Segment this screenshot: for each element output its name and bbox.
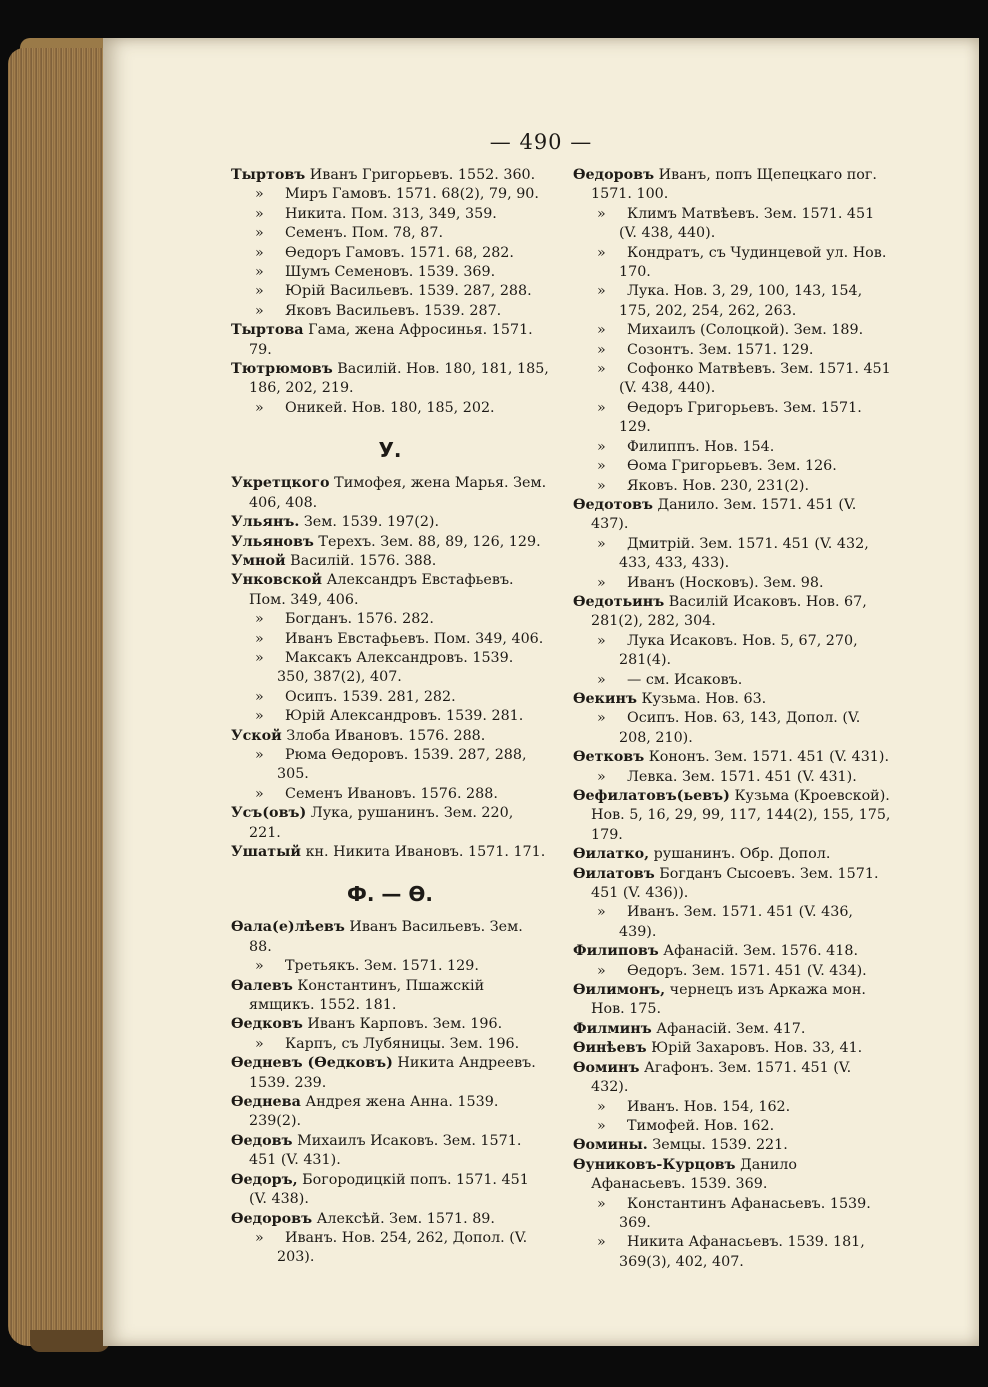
- ditto-mark: »: [255, 244, 264, 261]
- entry-text: Иванъ Григорьевъ. 1552. 360.: [305, 167, 536, 183]
- entry-headword: Ѳедоровъ: [573, 167, 655, 183]
- entries-t: [231, 166, 549, 418]
- entry-headword: Филиповъ: [573, 943, 659, 960]
- index-subentry: [573, 244, 891, 283]
- ditto-mark: »: [255, 688, 264, 705]
- index-entry: [231, 513, 549, 532]
- entry-text: Александръ Евстафьевъ. Пом. 349, 406.: [249, 572, 514, 608]
- entry-headword: Ѳуниковъ-Курцовъ: [573, 1156, 736, 1173]
- entry-text: Гама, жена Афросинья. 1571. 79.: [249, 322, 533, 358]
- entry-text: Иванъ Евстафьевъ. Пом. 349, 406.: [285, 630, 544, 647]
- entry-text: Семенъ Ивановъ. 1576. 288.: [285, 785, 498, 802]
- entry-text: Семенъ. Пом. 78, 87.: [285, 225, 443, 242]
- entry-text: Иванъ Васильевъ. Зем. 88.: [249, 919, 523, 955]
- entry-headword: Усъ(овъ): [231, 805, 307, 822]
- index-entry: [231, 533, 549, 552]
- entry-text: Юрій Захаровъ. Нов. 33, 41.: [646, 1040, 863, 1057]
- ditto-mark: »: [597, 244, 606, 261]
- entry-headword: Тыртова: [231, 322, 304, 339]
- entry-headword: Филминъ: [573, 1020, 652, 1037]
- ditto-mark: »: [255, 399, 264, 416]
- entry-text: Ѳедоръ Григорьевъ. Зем. 1571. 129.: [619, 399, 862, 436]
- entry-text: Софонко Матвѣевъ. Зем. 1571. 451 (V. 438, 440).: [619, 361, 891, 397]
- index-entry: [231, 727, 549, 746]
- entry-text: Зем. 1539. 197(2).: [299, 514, 440, 531]
- entry-text: Иванъ, попъ Щепецкаго пог. 1571. 100.: [591, 167, 877, 203]
- entry-headword: Ѳедотьинъ: [573, 593, 665, 610]
- entry-text: Осипъ. 1539. 281, 282.: [285, 688, 456, 705]
- entry-text: Никита. Пом. 313, 349, 359.: [285, 205, 497, 222]
- entry-text: Кузьма (Кроевской). Нов. 5, 16, 29, 99, 117, 144(2), 155, 175, 179.: [591, 788, 891, 843]
- index-subentry: [231, 205, 549, 224]
- entry-text: Тимофей. Нов. 162.: [627, 1117, 775, 1134]
- index-subentry: [573, 709, 891, 748]
- entry-text: Лука, рушанинъ. Зем. 220, 221.: [249, 805, 514, 841]
- ditto-mark: »: [597, 399, 606, 416]
- index-subentry: [231, 610, 549, 629]
- entry-headword: Унковской: [231, 572, 323, 589]
- entry-text: Филиппъ. Нов. 154.: [627, 438, 775, 455]
- entry-text: кн. Никита Ивановъ. 1571. 171.: [301, 844, 546, 860]
- index-subentry: [573, 1233, 891, 1272]
- ditto-mark: »: [597, 1098, 606, 1115]
- index-subentry: [231, 746, 549, 785]
- entry-text: Кузьма. Нов. 63.: [636, 690, 767, 707]
- entry-text: Оникей. Нов. 180, 185, 202.: [285, 399, 495, 416]
- index-entry: [231, 571, 549, 610]
- entry-text: Иванъ. Зем. 1571. 451 (V. 436, 439).: [619, 904, 853, 940]
- ditto-mark: »: [255, 186, 264, 203]
- index-subentry: [573, 768, 891, 787]
- ditto-mark: »: [255, 283, 264, 300]
- entry-text: Третьякъ. Зем. 1571. 129.: [285, 958, 479, 975]
- book-edge-bottom: [30, 1330, 110, 1352]
- ditto-mark: »: [255, 785, 264, 802]
- entry-text: Тимофея, жена Марья. Зем. 406, 408.: [249, 475, 547, 511]
- index-entry: [231, 1132, 549, 1171]
- index-subentry: [573, 399, 891, 438]
- section-heading-f: Ф. — Ѳ.: [347, 882, 433, 907]
- index-entry: [573, 981, 891, 1020]
- index-subentry: [231, 707, 549, 726]
- index-subentry: [231, 282, 549, 301]
- entry-text: Ѳома Григорьевъ. Зем. 126.: [627, 458, 837, 475]
- index-entry: [231, 843, 549, 862]
- index-entry: [573, 496, 891, 535]
- entry-headword: Ѳоминъ: [573, 1059, 640, 1076]
- entry-text: — см. Исаковъ.: [627, 671, 743, 688]
- entry-text: Андрея жена Анна. 1539. 239(2).: [249, 1094, 499, 1130]
- ditto-mark: »: [597, 477, 606, 494]
- index-subentry: [573, 632, 891, 671]
- entry-text: Яковъ Васильевъ. 1539. 287.: [285, 302, 502, 319]
- entry-text: Василій Исаковъ. Нов. 67, 281(2), 282, 304.: [591, 593, 867, 630]
- index-subentry: [573, 341, 891, 360]
- entry-text: Климъ Матвѣевъ. Зем. 1571. 451 (V. 438, 440).: [619, 205, 875, 242]
- index-entry: [573, 787, 891, 845]
- ditto-mark: »: [597, 322, 606, 339]
- index-subentry: [573, 1117, 891, 1136]
- entry-text: Дмитрій. Зем. 1571. 451 (V. 432, 433, 433, 433).: [619, 535, 869, 572]
- entry-text: Иванъ Карповъ. Зем. 196.: [302, 1016, 503, 1033]
- right-column: [573, 166, 891, 1272]
- entry-headword: Ѳала(е)лѣевъ: [231, 919, 345, 936]
- entry-text: Афанасій. Зем. 417.: [651, 1020, 806, 1037]
- index-entry: [573, 1059, 891, 1098]
- entry-headword: Ѳилатовъ: [573, 865, 655, 882]
- left-column: [231, 166, 549, 1268]
- index-subentry: [573, 962, 891, 981]
- index-subentry: [231, 302, 549, 321]
- index-subentry: [231, 957, 549, 976]
- index-entry: [573, 1039, 891, 1058]
- entry-headword: Ѳеднева: [231, 1094, 301, 1111]
- index-subentry: [573, 1195, 891, 1234]
- entry-text: Карпъ, съ Лубяницы. Зем. 196.: [285, 1035, 520, 1052]
- entry-headword: Ушатый: [231, 844, 302, 860]
- entry-headword: Ѳекинъ: [573, 690, 637, 707]
- index-entry: [573, 166, 891, 205]
- entry-text: Кононъ. Зем. 1571. 451 (V. 431).: [644, 749, 890, 766]
- entry-text: Михаилъ Исаковъ. Зем. 1571. 451 (V. 431).: [249, 1132, 522, 1169]
- entry-text: Шумъ Семеновъ. 1539. 369.: [285, 264, 496, 281]
- entry-text: Юрій Васильевъ. 1539. 287, 288.: [285, 283, 532, 300]
- entry-text: Иванъ. Нов. 154, 162.: [627, 1098, 791, 1115]
- entry-text: Левка. Зем. 1571. 451 (V. 431).: [627, 768, 857, 785]
- index-entry: [231, 1054, 549, 1093]
- entry-text: Земцы. 1539. 221.: [647, 1137, 788, 1154]
- ditto-mark: »: [255, 649, 264, 666]
- ditto-mark: »: [255, 1229, 264, 1246]
- entry-headword: Тютрюмовъ: [231, 361, 333, 378]
- entries-u: [231, 474, 549, 862]
- index-entry: [231, 1093, 549, 1132]
- entry-headword: Ѳилатко,: [573, 846, 650, 863]
- index-subentry: [573, 360, 891, 399]
- entry-text: Ѳедоръ. Зем. 1571. 451 (V. 434).: [627, 962, 867, 979]
- entry-text: Иванъ (Носковъ). Зем. 98.: [627, 574, 824, 591]
- index-subentry: [231, 263, 549, 282]
- entry-headword: Ѳилимонъ,: [573, 982, 666, 999]
- entry-text: Максакъ Александровъ. 1539. 350, 387(2), 407.: [277, 649, 514, 686]
- index-subentry: [573, 1098, 891, 1117]
- index-entry: [231, 977, 549, 1016]
- entry-text: Никита Афанасьевъ. 1539. 181, 369(3), 402, 407.: [619, 1234, 865, 1270]
- index-subentry: [573, 574, 891, 593]
- entry-text: Злоба Ивановъ. 1576. 288.: [281, 727, 486, 744]
- index-entry: [231, 321, 549, 360]
- entry-text: Иванъ. Нов. 254, 262, Допол. (V. 203).: [277, 1229, 528, 1266]
- ditto-mark: »: [597, 904, 606, 921]
- entry-headword: Ѳедневъ (Ѳедковъ): [231, 1055, 393, 1072]
- ditto-mark: »: [255, 958, 264, 975]
- index-subentry: [231, 1229, 549, 1268]
- index-subentry: [231, 688, 549, 707]
- index-subentry: [573, 477, 891, 496]
- index-subentry: [573, 457, 891, 476]
- entry-text: Рюма Ѳедоровъ. 1539. 287, 288, 305.: [277, 746, 527, 783]
- index-entry: [231, 552, 549, 571]
- entry-headword: Ѳедотовъ: [573, 496, 653, 513]
- entry-headword: Ѳинѣевъ: [573, 1040, 647, 1057]
- entry-headword: Ульяновъ: [231, 533, 314, 550]
- entry-headword: Ѳедовъ: [231, 1132, 293, 1149]
- entries-f: [231, 918, 549, 1267]
- index-subentry: [573, 903, 891, 942]
- entry-text: Михаилъ (Солоцкой). Зем. 189.: [627, 322, 864, 339]
- entry-text: Василій. Нов. 180, 181, 185, 186, 202, 219.: [249, 361, 549, 397]
- ditto-mark: »: [255, 225, 264, 242]
- entry-headword: Ѳедковъ: [231, 1016, 303, 1033]
- book-page: [103, 38, 979, 1346]
- entry-headword: Умной: [231, 552, 286, 569]
- ditto-mark: »: [597, 1234, 606, 1251]
- entry-headword: Укретцкого: [231, 475, 330, 492]
- ditto-mark: »: [597, 671, 606, 688]
- index-subentry: [231, 224, 549, 243]
- index-entry: [231, 474, 549, 513]
- index-entry: [573, 593, 891, 632]
- index-subentry: [231, 785, 549, 804]
- entry-text: Лука. Нов. 3, 29, 100, 143, 154, 175, 202, 254, 262, 263.: [619, 283, 863, 319]
- ditto-mark: »: [597, 283, 606, 300]
- index-subentry: [573, 282, 891, 321]
- entry-text: Ѳедоръ Гамовъ. 1571. 68, 282.: [285, 244, 514, 261]
- entry-text: Данило Афанасьевъ. 1539. 369.: [591, 1156, 797, 1193]
- index-entry: [231, 166, 549, 185]
- ditto-mark: »: [255, 746, 264, 763]
- index-subentry: [573, 321, 891, 340]
- index-subentry: [231, 244, 549, 263]
- index-subentry: [573, 438, 891, 457]
- index-entry: [573, 865, 891, 904]
- index-entry: [231, 1171, 549, 1210]
- ditto-mark: »: [597, 1195, 606, 1212]
- ditto-mark: »: [255, 302, 264, 319]
- entry-text: Терехъ. Зем. 88, 89, 126, 129.: [313, 533, 541, 550]
- entry-text: Алексѣй. Зем. 1571. 89.: [312, 1210, 495, 1227]
- index-entry: [573, 690, 891, 709]
- index-entry: [573, 942, 891, 961]
- entries-f-continued: [573, 166, 891, 1272]
- index-entry: [231, 918, 549, 957]
- entry-headword: Ѳомины.: [573, 1137, 648, 1154]
- ditto-mark: »: [597, 710, 606, 727]
- entry-text: Созонтъ. Зем. 1571. 129.: [627, 341, 814, 358]
- index-entry: [231, 360, 549, 399]
- page-number: — 490 —: [489, 130, 593, 154]
- entry-headword: Ѳедоръ,: [231, 1171, 298, 1188]
- index-subentry: [231, 630, 549, 649]
- index-entry: [231, 804, 549, 843]
- index-entry: [231, 1210, 549, 1229]
- entry-text: Осипъ. Нов. 63, 143, Допол. (V. 208, 210).: [619, 710, 861, 746]
- entry-text: Миръ Гамовъ. 1571. 68(2), 79, 90.: [285, 186, 539, 203]
- ditto-mark: »: [255, 264, 264, 281]
- entry-text: Никита Андреевъ. 1539. 239.: [249, 1055, 536, 1091]
- entry-text: Лука Исаковъ. Нов. 5, 67, 270, 281(4).: [619, 632, 858, 669]
- entry-text: Константинъ, Пшажскій ямщикъ. 1552. 181.: [249, 977, 485, 1014]
- index-subentry: [231, 649, 549, 688]
- index-entry: [573, 1020, 891, 1039]
- entry-headword: Ѳефилатовъ(ьевъ): [573, 788, 730, 804]
- entry-headword: Ѳалевъ: [231, 977, 293, 994]
- ditto-mark: »: [597, 1117, 606, 1134]
- entry-text: Афанасій. Зем. 1576. 418.: [658, 943, 858, 960]
- entry-headword: Ѳетковъ: [573, 749, 645, 766]
- ditto-mark: »: [597, 574, 606, 591]
- ditto-mark: »: [597, 341, 606, 358]
- ditto-mark: »: [255, 630, 264, 647]
- ditto-mark: »: [597, 632, 606, 649]
- ditto-mark: »: [597, 438, 606, 455]
- ditto-mark: »: [597, 962, 606, 979]
- index-subentry: [231, 1035, 549, 1054]
- index-entry: [231, 1015, 549, 1034]
- ditto-mark: »: [597, 205, 606, 222]
- entry-text: чернецъ изъ Аркажа мон. Нов. 175.: [591, 982, 866, 1018]
- ditto-mark: »: [597, 535, 606, 552]
- ditto-mark: »: [255, 611, 264, 628]
- index-subentry: [573, 535, 891, 574]
- entry-text: Агафонъ. Зем. 1571. 451 (V. 432).: [591, 1059, 852, 1096]
- index-subentry: [231, 399, 549, 418]
- book-page-edges: [8, 48, 103, 1346]
- entry-text: рушанинъ. Обр. Допол.: [649, 846, 831, 863]
- entry-text: Данило. Зем. 1571. 451 (V. 437).: [591, 496, 857, 533]
- index-subentry: [231, 185, 549, 204]
- ditto-mark: »: [597, 768, 606, 785]
- ditto-mark: »: [255, 1035, 264, 1052]
- entry-text: Богородицкій попъ. 1571. 451 (V. 438).: [249, 1171, 529, 1208]
- index-entry: [573, 1136, 891, 1155]
- entry-text: Кондратъ, съ Чудинцевой ул. Нов. 170.: [619, 244, 887, 281]
- section-heading-u: У.: [378, 438, 402, 463]
- index-entry: [573, 1156, 891, 1195]
- ditto-mark: »: [255, 708, 264, 725]
- entry-text: Богданъ. 1576. 282.: [285, 611, 434, 628]
- entry-text: Богданъ Сысоевъ. Зем. 1571. 451 (V. 436)).: [591, 865, 879, 902]
- index-entry: [573, 748, 891, 767]
- entry-text: Василій. 1576. 388.: [285, 552, 437, 569]
- ditto-mark: »: [597, 361, 606, 378]
- entry-text: Яковъ. Нов. 230, 231(2).: [627, 477, 809, 494]
- entry-text: Юрій Александровъ. 1539. 281.: [285, 708, 524, 725]
- entry-headword: Ѳедоровъ: [231, 1210, 313, 1227]
- ditto-mark: »: [597, 458, 606, 475]
- entry-headword: Уской: [231, 727, 282, 744]
- index-entry: [573, 845, 891, 864]
- entry-headword: Ульянъ.: [231, 514, 300, 531]
- entry-text: Константинъ Афанасьевъ. 1539. 369.: [619, 1195, 871, 1231]
- index-subentry: [573, 671, 891, 690]
- entry-headword: Тыртовъ: [231, 167, 306, 183]
- ditto-mark: »: [255, 205, 264, 222]
- index-subentry: [573, 205, 891, 244]
